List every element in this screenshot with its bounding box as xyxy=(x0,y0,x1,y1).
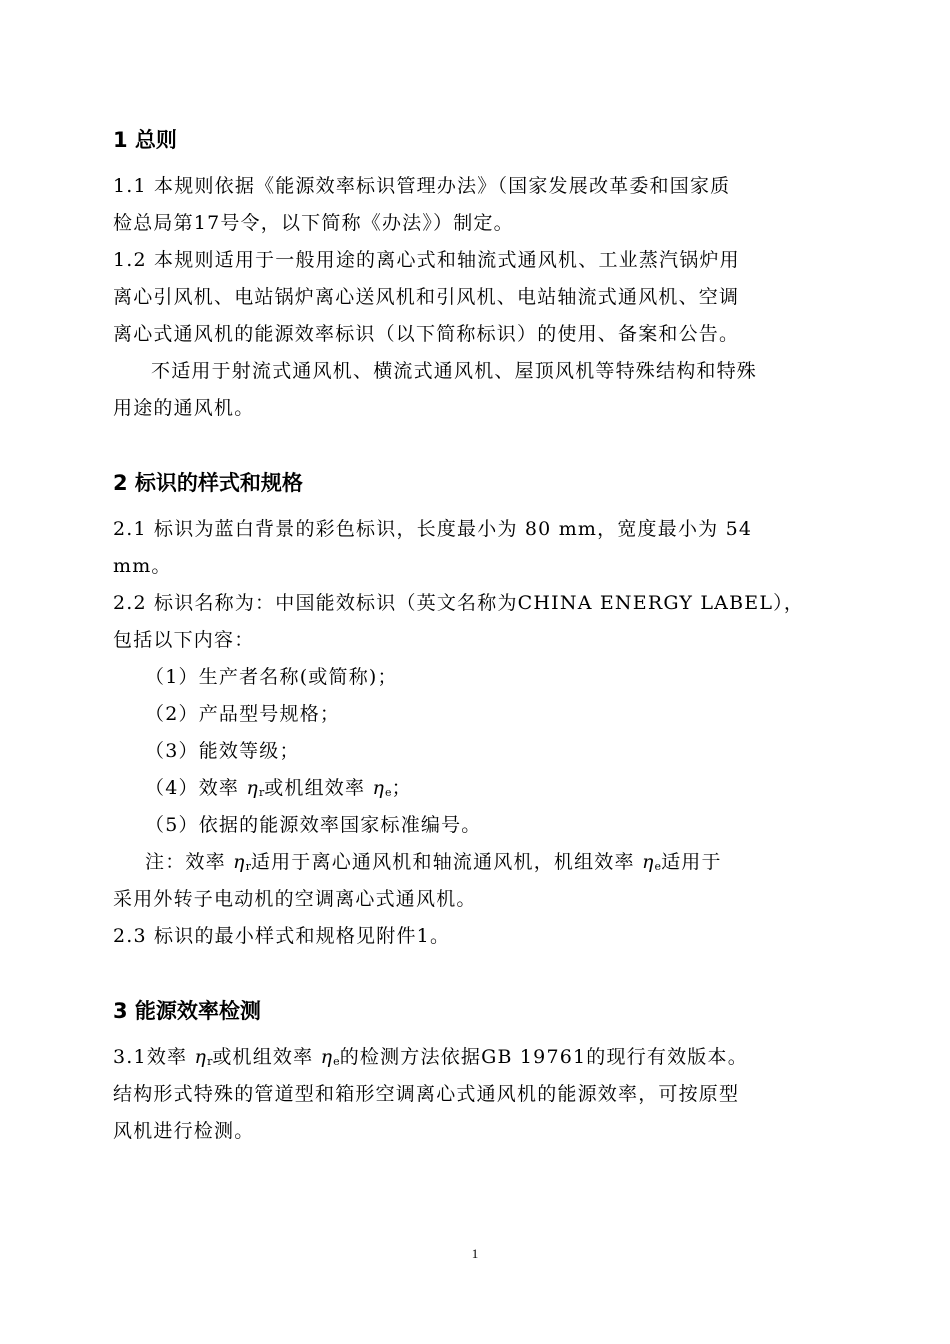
section-2-body xyxy=(113,511,823,955)
text-line: 用途的通风机。 xyxy=(113,397,255,419)
subscript-e: e xyxy=(385,786,392,799)
text-line xyxy=(113,1039,823,1076)
subscript-r: r xyxy=(245,860,251,873)
text-line: 风机进行检测。 xyxy=(113,1120,255,1142)
list-item-mid: 或机组效率 xyxy=(264,777,373,799)
page-number: 1 xyxy=(471,1246,479,1261)
eta-symbol: η xyxy=(372,777,386,799)
text-line: 2.1 标识为蓝白背景的彩色标识，长度最小为 80 mm，宽度最小为 54 xyxy=(113,518,753,540)
list-item: （3）能效等级； xyxy=(145,740,300,762)
line-prefix: 3.1效率 xyxy=(113,1046,195,1068)
section-1-body xyxy=(113,168,823,427)
subscript-r: r xyxy=(207,1055,213,1068)
list-item-prefix: （4）效率 xyxy=(145,777,247,799)
list-item-suffix: ； xyxy=(391,777,412,799)
list-item xyxy=(113,770,823,807)
note-prefix: 注：效率 xyxy=(145,851,234,873)
subscript-e: e xyxy=(333,1055,340,1068)
eta-symbol: η xyxy=(246,777,259,799)
text-line: 采用外转子电动机的空调离心式通风机。 xyxy=(113,888,477,910)
subscript-r: r xyxy=(258,786,265,799)
list-item: （2）产品型号规格； xyxy=(145,703,341,725)
eta-symbol: η xyxy=(194,1046,208,1068)
note-mid: 适用于离心通风机和轴流通风机，机组效率 xyxy=(250,851,642,873)
text-line: 离心引风机、电站锅炉离心送风机和引风机、电站轴流式通风机、空调 xyxy=(113,286,740,308)
subscript-e: e xyxy=(654,860,662,873)
text-line: mm。 xyxy=(113,555,172,577)
eta-symbol: η xyxy=(233,851,246,873)
note-suffix: 适用于 xyxy=(661,851,722,873)
page-content xyxy=(113,122,823,1150)
note-line xyxy=(113,844,823,881)
text-line: 不适用于射流式通风机、横流式通风机、屋顶风机等特殊结构和特殊 xyxy=(151,360,758,382)
text-line: 包括以下内容： xyxy=(113,629,255,651)
eta-symbol: η xyxy=(320,1046,334,1068)
text-line: 2.3 标识的最小样式和规格见附件1。 xyxy=(113,925,451,947)
section-2-title: 2 标识的样式和规格 xyxy=(113,471,303,495)
section-3-title: 3 能源效率检测 xyxy=(113,999,261,1023)
text-line: 2.2 标识名称为：中国能效标识（英文名称为CHINA ENERGY LABEL）， xyxy=(113,592,805,614)
list-item: （1）生产者名称(或简称)； xyxy=(145,666,398,688)
text-line: 1.2 本规则适用于一般用途的离心式和轴流式通风机、工业蒸汽锅炉用 xyxy=(113,249,740,271)
section-3-body xyxy=(113,1039,823,1150)
line-suffix: 的检测方法依据GB 19761的现行有效版本。 xyxy=(339,1046,748,1068)
text-line: 检总局第17号令，以下简称《办法》）制定。 xyxy=(113,212,514,234)
list-item: （5）依据的能源效率国家标准编号。 xyxy=(145,814,482,836)
text-line: 1.1 本规则依据《能源效率标识管理办法》（国家发展改革委和国家质 xyxy=(113,175,731,197)
text-line: 离心式通风机的能源效率标识（以下简称标识）的使用、备案和公告。 xyxy=(113,323,740,345)
section-1-title: 1 总则 xyxy=(113,128,177,152)
line-mid: 或机组效率 xyxy=(212,1046,321,1068)
text-line: 结构形式特殊的管道型和箱形空调离心式通风机的能源效率，可按原型 xyxy=(113,1083,740,1105)
eta-symbol: η xyxy=(641,851,655,873)
